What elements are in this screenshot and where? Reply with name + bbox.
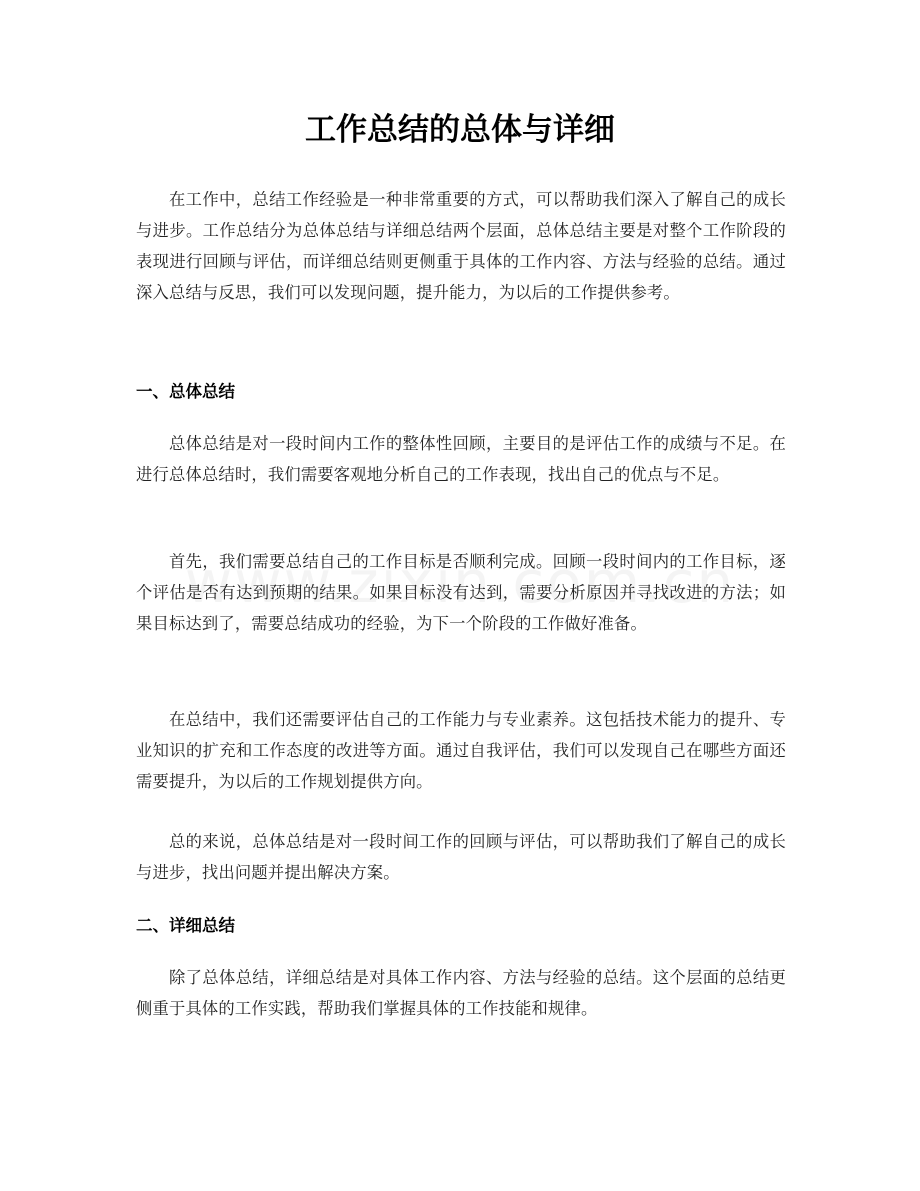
document-title: 工作总结的总体与详细 — [305, 112, 615, 148]
overall-paragraph-1: 总体总结是对一段时间内工作的整体性回顾，主要目的是评估工作的成绩与不足。在进行总体总结时，我们需要客观地分析自己的工作表现，找出自己的优点与不足。 — [136, 434, 786, 484]
intro-paragraph: 在工作中，总结工作经验是一种非常重要的方式，可以帮助我们深入了解自己的成长与进步。工作总结分为总体总结与详细总结两个层面，总体总结主要是对整个工作阶段的表现进行回顾与评估，而详细总结则更侧重于具体的工作内容、方法与经验的总结。通过深入总结与反思，我们可以发现问题，提升能力，为以后的工作提供参考。 — [136, 190, 786, 302]
overall-paragraph-2: 首先，我们需要总结自己的工作目标是否顺利完成。回顾一段时间内的工作目标，逐个评估是否有达到预期的结果。如果目标没有达到，需要分析原因并寻找改进的方法；如果目标达到了，需要总结成功的经验，为下一个阶段的工作做好准备。 — [136, 552, 786, 633]
overall-paragraph-3: 在总结中，我们还需要评估自己的工作能力与专业素养。这包括技术能力的提升、专业知识的扩充和工作态度的改进等方面。通过自我评估，我们可以发现自己在哪些方面还需要提升，为以后的工作规划提供方向。 — [136, 710, 786, 791]
overall-paragraph-4: 总的来说，总体总结是对一段时间工作的回顾与评估，可以帮助我们了解自己的成长与进步，找出问题并提出解决方案。 — [136, 832, 786, 882]
section-heading-overall: 一、总体总结 — [136, 382, 235, 401]
section-heading-detailed: 二、详细总结 — [136, 916, 235, 935]
detailed-paragraph-1: 除了总体总结，详细总结是对具体工作内容、方法与经验的总结。这个层面的总结更侧重于具体的工作实践，帮助我们掌握具体的工作技能和规律。 — [136, 968, 786, 1018]
